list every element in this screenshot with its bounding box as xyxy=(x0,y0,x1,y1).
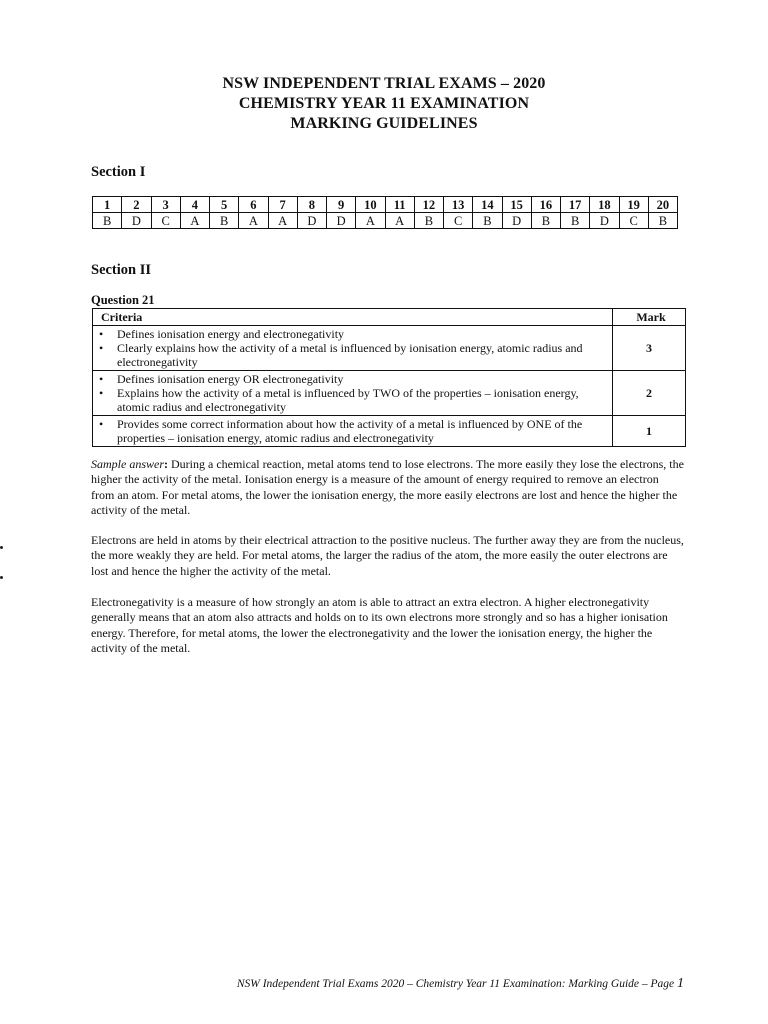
question-number-cell: 4 xyxy=(180,197,209,213)
question-number-cell: 8 xyxy=(297,197,326,213)
section-2-heading: Section II xyxy=(91,262,152,278)
question-number-cell: 5 xyxy=(210,197,239,213)
question-number-cell: 10 xyxy=(356,197,385,213)
sample-answer-paragraph-3: Electronegativity is a measure of how strongly an atom is able to attract an extra electron. A higher electronegativity generally means that an atom also attracts and holds on to its own electrons more strongly and so has a higher ionisation energy. Therefore, for metal atoms, the lower the electronegativity and the lower the ionisation energy, the higher the activity of the metal. xyxy=(91,595,668,655)
question-number-cell: 17 xyxy=(561,197,590,213)
answer-cell: B xyxy=(473,213,502,229)
answer-cell: B xyxy=(93,213,122,229)
question-number-cell: 9 xyxy=(327,197,356,213)
answer-cell: D xyxy=(502,213,531,229)
question-number-cell: 6 xyxy=(239,197,268,213)
criteria-cell xyxy=(93,326,613,371)
section-1-heading: Section I xyxy=(91,164,146,180)
exam-subject: CHEMISTRY YEAR 11 EXAMINATION xyxy=(238,95,530,112)
answer-cell: D xyxy=(327,213,356,229)
sample-answer-paragraph-1: Sample answer: During a chemical reaction, metal atoms tend to lose electrons. The more easily they lose the electrons, the higher the activity of the metal. Ionisation energy is a measure of the amount of energy required to remove an electron from an atom. For metal atoms, the lower the ionisation energy, the more easily electrons are lost and hence the higher the activity of the metal. xyxy=(91,457,684,517)
criteria-row xyxy=(93,326,686,371)
criteria-cell xyxy=(93,371,613,416)
question-number-cell: 15 xyxy=(502,197,531,213)
question-number-cell: 13 xyxy=(444,197,473,213)
margin-mark xyxy=(0,576,3,579)
question-number-cell: 11 xyxy=(385,197,414,213)
mark-header: Mark xyxy=(613,309,686,326)
answer-cell: B xyxy=(531,213,560,229)
answer-key-table xyxy=(92,196,678,229)
answer-cell: A xyxy=(268,213,297,229)
margin-mark xyxy=(0,546,3,549)
question-number-cell: 1 xyxy=(93,197,122,213)
question-number-cell: 2 xyxy=(122,197,151,213)
page-number: 1 xyxy=(677,976,684,991)
answer-cell: B xyxy=(210,213,239,229)
sample-answer-paragraph-2: Electrons are held in atoms by their electrical attraction to the positive nucleus. The further away they are from the nucleus, the more weakly they are held. For metal atoms, the larger the radius of the atom, the more easily the outer electrons are lost and hence the higher the activity of the metal. xyxy=(91,533,684,578)
question-number-cell: 18 xyxy=(590,197,619,213)
answer-cell: A xyxy=(180,213,209,229)
mark-cell: 2 xyxy=(613,371,686,416)
criteria-row xyxy=(93,371,686,416)
answer-cell: D xyxy=(590,213,619,229)
question-number-cell: 16 xyxy=(531,197,560,213)
answer-cell: C xyxy=(619,213,648,229)
answer-cell: A xyxy=(239,213,268,229)
answer-cell: D xyxy=(297,213,326,229)
question-21-label: Question 21 xyxy=(91,293,155,307)
exam-title: NSW INDEPENDENT TRIAL EXAMS – 2020 xyxy=(222,75,546,92)
page-footer: NSW Independent Trial Exams 2020 – Chemistry Year 11 Examination: Marking Guide – Page 1 xyxy=(236,976,684,991)
answer-cell: A xyxy=(356,213,385,229)
criteria-item: • Clearly explains how the activity of a metal is influenced by ionisation energy, atomic radius and electronegativity xyxy=(97,341,608,369)
mark-cell: 3 xyxy=(613,326,686,371)
question-number-cell: 14 xyxy=(473,197,502,213)
criteria-header: Criteria xyxy=(93,309,613,326)
criteria-table xyxy=(92,308,686,447)
answer-cell: B xyxy=(561,213,590,229)
document-type: MARKING GUIDELINES xyxy=(290,115,478,132)
question-number-cell: 3 xyxy=(151,197,180,213)
criteria-item: • Defines ionisation energy OR electronegativity xyxy=(97,372,608,386)
answer-cell: A xyxy=(385,213,414,229)
question-number-cell: 7 xyxy=(268,197,297,213)
question-number-cell: 20 xyxy=(648,197,677,213)
answer-cell: C xyxy=(444,213,473,229)
answer-row xyxy=(93,213,678,229)
mark-cell: 1 xyxy=(613,416,686,447)
sample-answer-label: Sample answer xyxy=(91,457,164,471)
criteria-item: • Defines ionisation energy and electronegativity xyxy=(97,327,608,341)
answer-cell: D xyxy=(122,213,151,229)
answer-cell: C xyxy=(151,213,180,229)
answer-cell: B xyxy=(648,213,677,229)
question-number-cell: 12 xyxy=(414,197,443,213)
criteria-item: • Provides some correct information about how the activity of a metal is influenced by ONE of the properties – ionisation energy, atomic radius and electronegativity xyxy=(97,417,608,445)
criteria-cell xyxy=(93,416,613,447)
question-number-row xyxy=(93,197,678,213)
criteria-item: • Explains how the activity of a metal is influenced by TWO of the properties – ionisation energy, atomic radius and electronegativity xyxy=(97,386,608,414)
criteria-row xyxy=(93,416,686,447)
answer-cell: B xyxy=(414,213,443,229)
question-number-cell: 19 xyxy=(619,197,648,213)
